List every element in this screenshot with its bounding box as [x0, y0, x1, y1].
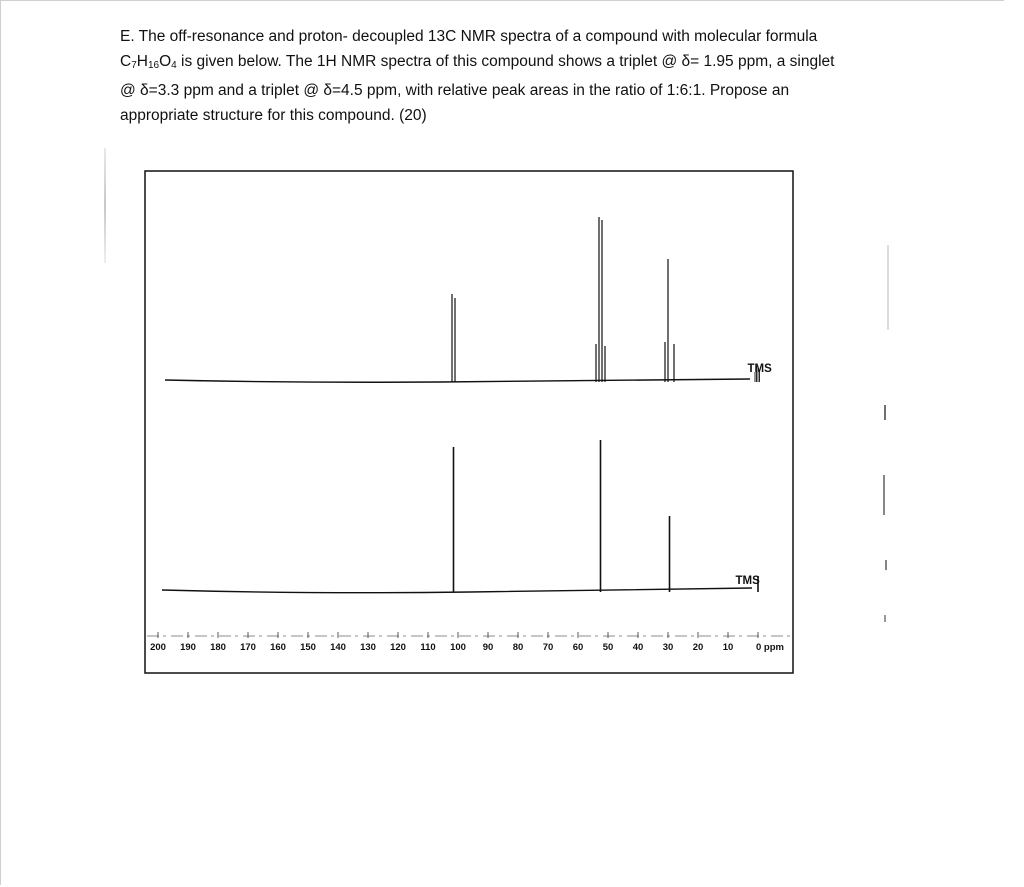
- axis-tick-label-8: 130: [360, 642, 376, 653]
- axis-tick-label-19: 20: [692, 642, 704, 653]
- axis-tick-label-17: 40: [632, 642, 644, 653]
- scan-artifact-marks: [870, 240, 900, 640]
- axis-tick-label-7: 140: [330, 642, 346, 653]
- proton-decoupled-baseline: [162, 588, 752, 593]
- axis-tick-label-1: 200: [150, 642, 166, 653]
- axis-tick-label-18: 30: [662, 642, 674, 653]
- problem-statement: [120, 24, 910, 128]
- axis-tick-label-9: 120: [390, 642, 406, 653]
- axis-tick-label-11: 100: [450, 642, 466, 653]
- proton-decoupled-tms-label: TMS: [735, 575, 760, 587]
- off-resonance-tms-label: TMS: [747, 363, 772, 375]
- scan-edge-mark: [104, 148, 106, 263]
- proton-decoupled-spectrum: [162, 440, 758, 593]
- axis-tick-label-5: 160: [270, 642, 286, 653]
- axis-tick-label-10: 110: [420, 642, 436, 653]
- axis-tick-label-15: 60: [572, 642, 584, 653]
- axis-tick-label-16: 50: [602, 642, 614, 653]
- problem-line-2-rest: is given below. The 1H NMR spectra of this compound shows a triplet @ δ= 1.95 ppm, a singlet: [176, 53, 835, 70]
- spectrum-frame: [145, 171, 793, 673]
- problem-line-3: @ δ=3.3 ppm and a triplet @ δ=4.5 ppm, with relative peak areas in the ratio of 1:6:1. Propose an: [120, 82, 790, 99]
- nmr-spectrum-svg: [140, 163, 796, 678]
- axis-tick-label-2: 190: [180, 642, 196, 653]
- axis-tick-label-12: 90: [482, 642, 494, 653]
- axis-tick-label-13: 80: [512, 642, 524, 653]
- scan-right-marks: [870, 240, 900, 640]
- axis-tick-label-20: 10: [722, 642, 734, 653]
- off-resonance-spectrum: [165, 217, 760, 382]
- off-resonance-baseline: [165, 379, 750, 382]
- molecular-formula: $C_7H_{16}O_4$: [120, 53, 177, 71]
- axis-tick-label-21: 0 ppm: [756, 642, 784, 653]
- axis-tick-label-14: 70: [542, 642, 554, 653]
- problem-line-2: [120, 49, 910, 78]
- axis-tick-label-6: 150: [300, 642, 316, 653]
- problem-line-1: E. The off-resonance and proton- decoupled 13C NMR spectra of a compound with molecular formula: [120, 28, 818, 45]
- problem-line-4: appropriate structure for this compound. (20): [120, 107, 427, 124]
- axis-tick-label-3: 180: [210, 642, 226, 653]
- axis-tick-label-4: 170: [240, 642, 256, 653]
- ppm-axis: [147, 632, 790, 653]
- nmr-spectrum-figure: [140, 163, 796, 678]
